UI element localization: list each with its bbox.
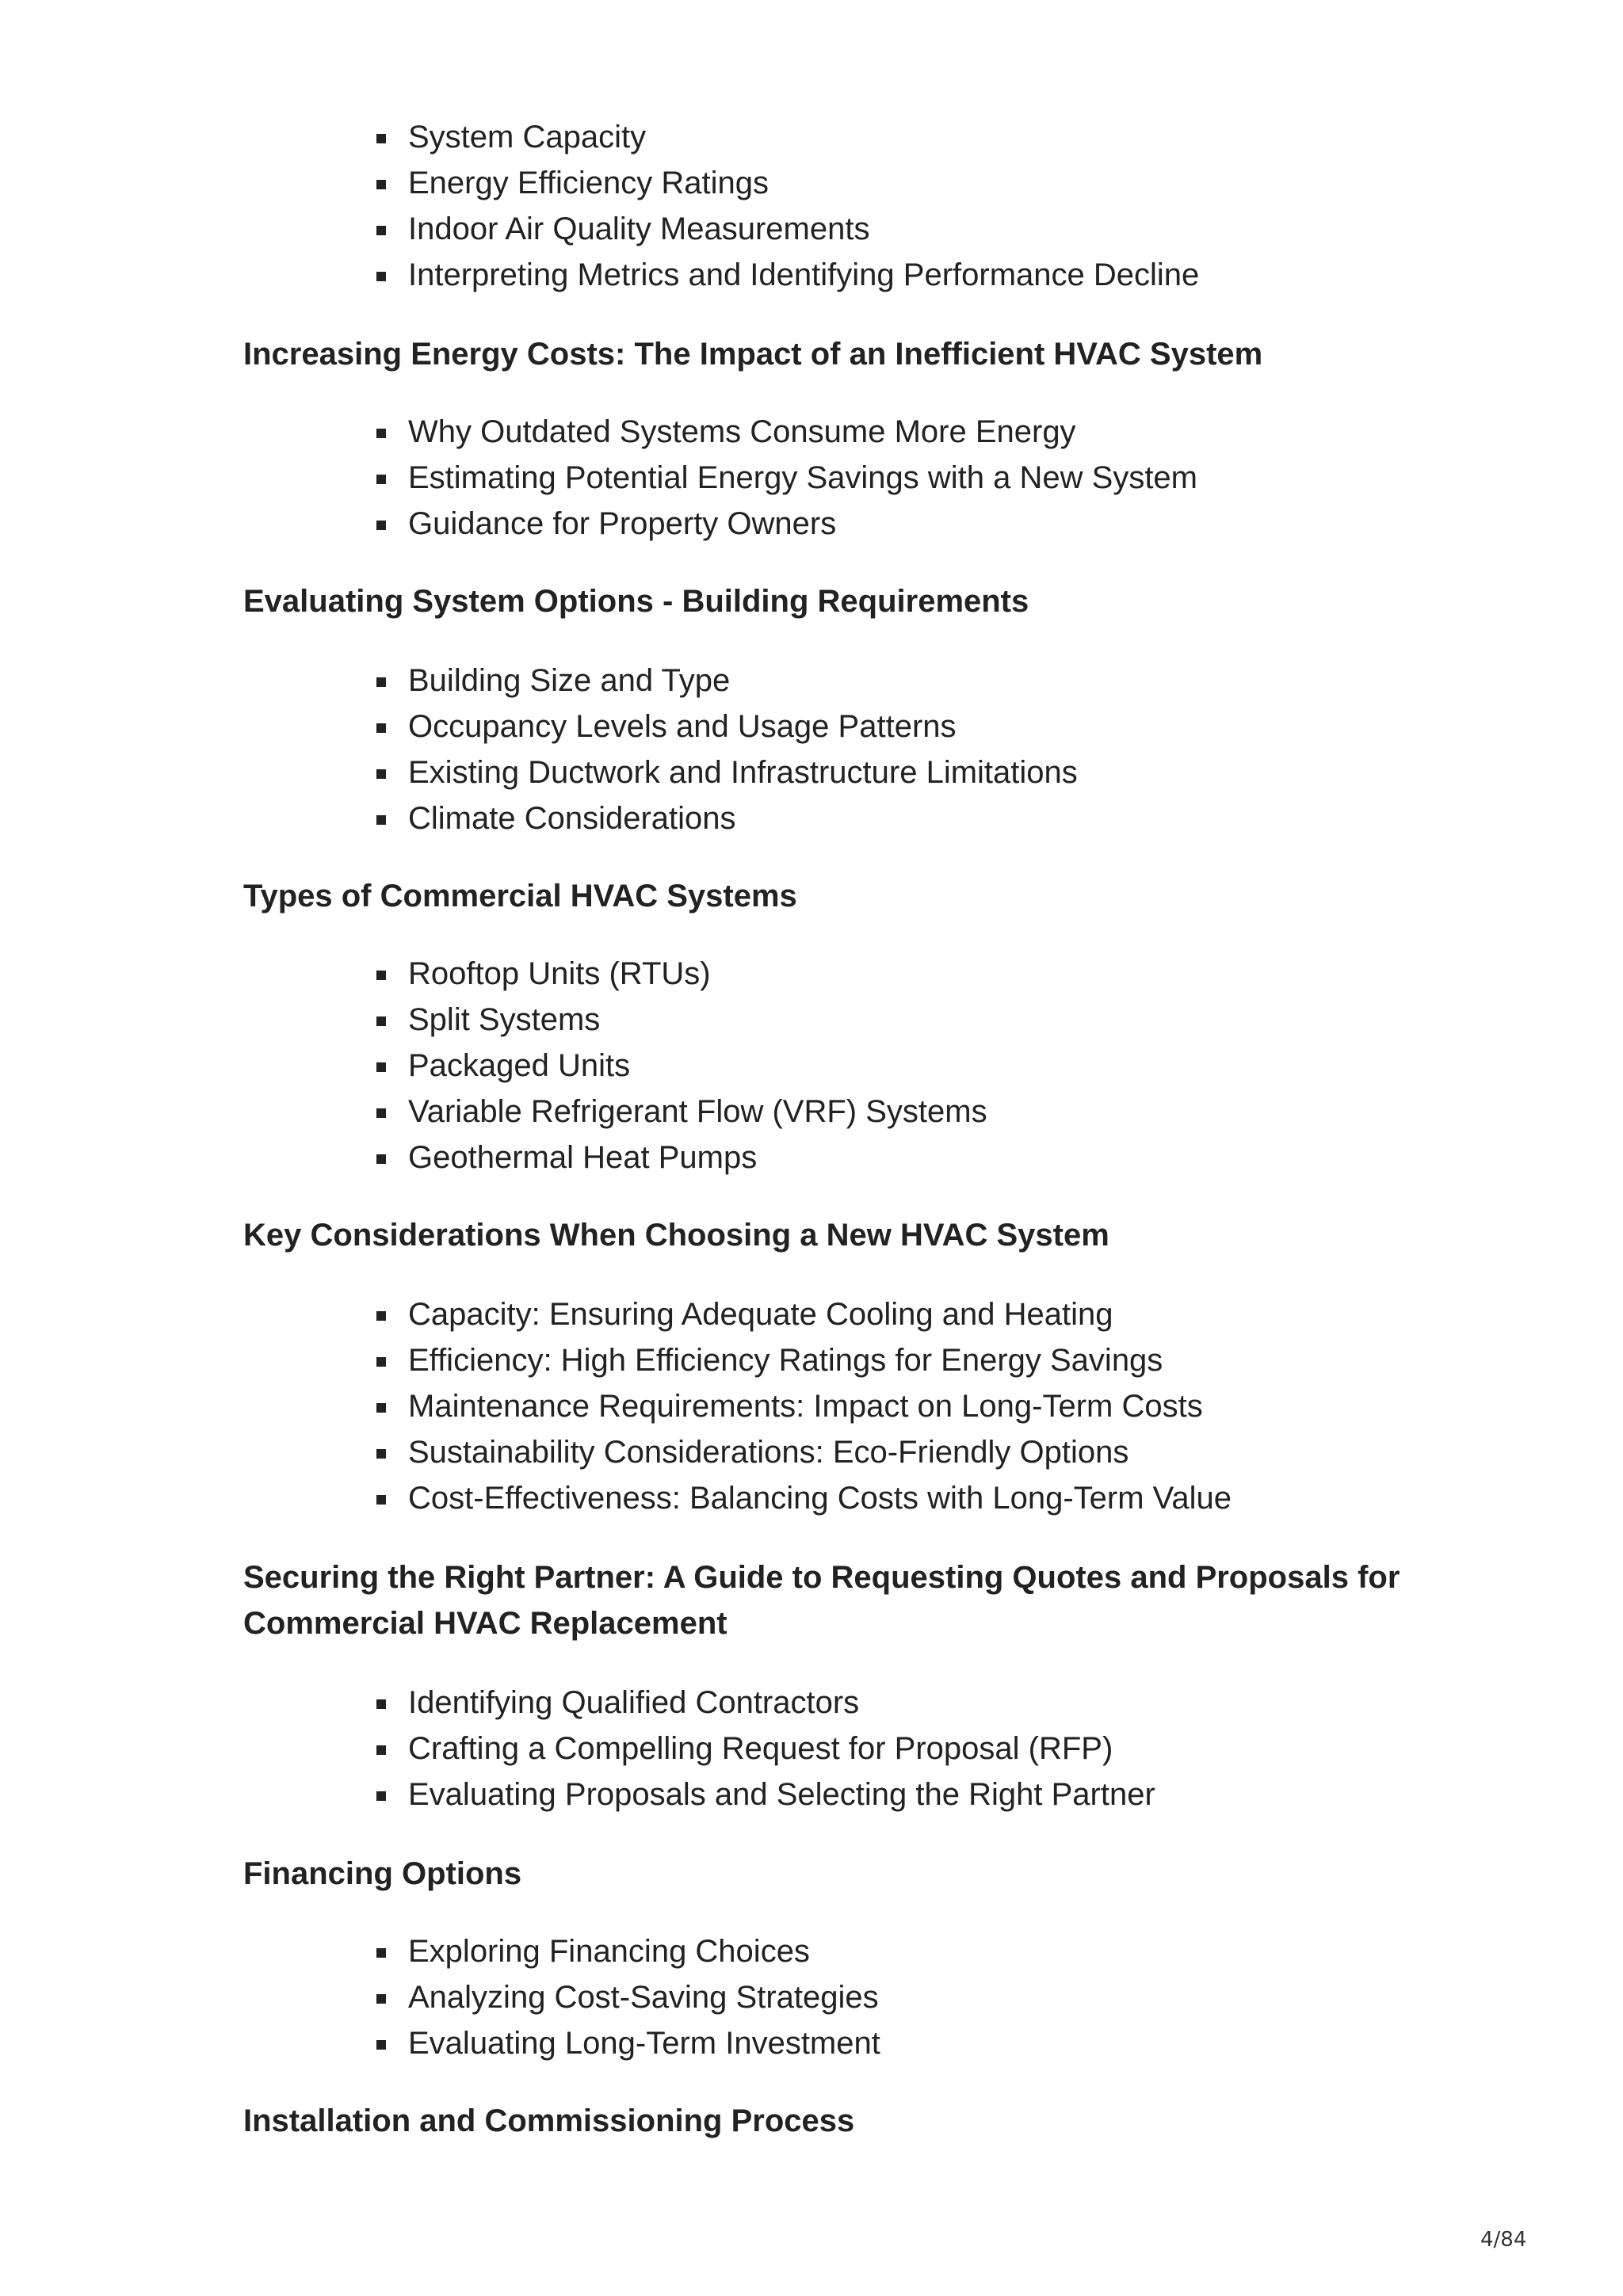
bullet-list bbox=[243, 1680, 1480, 1817]
list-item bbox=[408, 1043, 1480, 1089]
list-item-text: Guidance for Property Owners bbox=[408, 506, 837, 541]
list-item-text: Variable Refrigerant Flow (VRF) Systems bbox=[408, 1094, 987, 1129]
section bbox=[243, 0, 1480, 298]
section-heading: Increasing Energy Costs: The Impact of an Inefficient HVAC System bbox=[243, 337, 1263, 372]
list-item-text: Energy Efficiency Ratings bbox=[408, 166, 769, 200]
bullet-icon bbox=[376, 1745, 386, 1755]
document-body bbox=[243, 0, 1480, 2144]
bullet-list bbox=[243, 658, 1480, 841]
bullet-icon bbox=[376, 521, 386, 530]
section bbox=[243, 298, 1480, 547]
list-item bbox=[408, 2020, 1480, 2066]
bullet-icon bbox=[376, 1449, 386, 1459]
list-item bbox=[408, 160, 1480, 206]
list-item-text: Occupancy Levels and Usage Patterns bbox=[408, 709, 957, 744]
list-item-text: Estimating Potential Energy Savings with a New System bbox=[408, 460, 1197, 495]
page-number: 4/84 bbox=[1480, 2228, 1527, 2252]
section bbox=[243, 1817, 1480, 2066]
list-item bbox=[408, 252, 1480, 298]
bullet-icon bbox=[376, 971, 386, 980]
list-item bbox=[408, 1928, 1480, 1974]
list-item-text: Existing Ductwork and Infrastructure Limitations bbox=[408, 755, 1078, 790]
list-item-text: Indoor Air Quality Measurements bbox=[408, 212, 870, 246]
list-item-text: Geothermal Heat Pumps bbox=[408, 1140, 758, 1175]
bullet-icon bbox=[376, 226, 386, 235]
list-item-text: Crafting a Compelling Request for Proposal (RFP) bbox=[408, 1731, 1113, 1766]
section-heading: Evaluating System Options - Building Requirements bbox=[243, 584, 1029, 619]
list-item bbox=[408, 1337, 1480, 1383]
list-item-text: Exploring Financing Choices bbox=[408, 1934, 810, 1969]
section-heading: Types of Commercial HVAC Systems bbox=[243, 879, 797, 913]
list-item-text: Interpreting Metrics and Identifying Performance Decline bbox=[408, 257, 1200, 292]
list-item bbox=[408, 1135, 1480, 1180]
section-heading: Securing the Right Partner: A Guide to Requesting Quotes and Proposals for Commercial HVAC Replacement bbox=[243, 1560, 1400, 1641]
bullet-icon bbox=[376, 134, 386, 143]
list-item-text: Rooftop Units (RTUs) bbox=[408, 956, 711, 991]
section bbox=[243, 2066, 1480, 2144]
list-item bbox=[408, 795, 1480, 841]
bullet-icon bbox=[376, 1108, 386, 1118]
bullet-icon bbox=[376, 1948, 386, 1958]
section-heading: Installation and Commissioning Process bbox=[243, 2103, 855, 2138]
list-item bbox=[408, 114, 1480, 160]
bullet-icon bbox=[376, 1699, 386, 1709]
bullet-icon bbox=[376, 272, 386, 281]
list-item bbox=[408, 501, 1480, 547]
bullet-list bbox=[243, 1928, 1480, 2066]
bullet-icon bbox=[376, 677, 386, 687]
list-item bbox=[408, 1089, 1480, 1135]
list-item-text: Identifying Qualified Contractors bbox=[408, 1685, 860, 1720]
list-item-text: Split Systems bbox=[408, 1002, 601, 1037]
bullet-list bbox=[243, 409, 1480, 547]
bullet-icon bbox=[376, 1311, 386, 1321]
list-item bbox=[408, 1974, 1480, 2020]
list-item-text: Analyzing Cost-Saving Strategies bbox=[408, 1980, 879, 2015]
list-item bbox=[408, 1291, 1480, 1337]
section bbox=[243, 1180, 1480, 1521]
bullet-icon bbox=[376, 180, 386, 189]
list-item-text: Why Outdated Systems Consume More Energy bbox=[408, 414, 1076, 449]
bullet-icon bbox=[376, 1403, 386, 1413]
bullet-icon bbox=[376, 429, 386, 438]
section-heading: Key Considerations When Choosing a New HVAC System bbox=[243, 1218, 1109, 1253]
list-item-text: Capacity: Ensuring Adequate Cooling and Heating bbox=[408, 1297, 1113, 1332]
bullet-icon bbox=[376, 2040, 386, 2050]
bullet-icon bbox=[376, 1154, 386, 1164]
list-item bbox=[408, 455, 1480, 501]
list-item bbox=[408, 997, 1480, 1043]
section bbox=[243, 547, 1480, 841]
list-item-text: Sustainability Considerations: Eco-Friendly Options bbox=[408, 1435, 1129, 1470]
list-item-text: Cost-Effectiveness: Balancing Costs with Long-Term Value bbox=[408, 1481, 1232, 1516]
bullet-icon bbox=[376, 815, 386, 825]
section-heading: Financing Options bbox=[243, 1856, 522, 1891]
bullet-icon bbox=[376, 1016, 386, 1026]
list-item bbox=[408, 704, 1480, 749]
list-item-text: Climate Considerations bbox=[408, 801, 736, 836]
bullet-icon bbox=[376, 1495, 386, 1505]
list-item bbox=[408, 1726, 1480, 1772]
list-item bbox=[408, 1680, 1480, 1726]
section bbox=[243, 841, 1480, 1180]
bullet-icon bbox=[376, 1994, 386, 2004]
list-item-text: Evaluating Long-Term Investment bbox=[408, 2026, 880, 2061]
list-item bbox=[408, 951, 1480, 997]
list-item-text: Efficiency: High Efficiency Ratings for Energy Savings bbox=[408, 1343, 1163, 1378]
list-item bbox=[408, 1475, 1480, 1521]
list-item-text: Packaged Units bbox=[408, 1048, 631, 1083]
list-item-text: System Capacity bbox=[408, 120, 647, 154]
bullet-list bbox=[243, 114, 1480, 298]
bullet-list bbox=[243, 951, 1480, 1180]
bullet-icon bbox=[376, 1062, 386, 1072]
list-item bbox=[408, 1383, 1480, 1429]
list-item bbox=[408, 658, 1480, 704]
list-item bbox=[408, 1772, 1480, 1817]
list-item-text: Evaluating Proposals and Selecting the Right Partner bbox=[408, 1777, 1155, 1812]
bullet-icon bbox=[376, 475, 386, 484]
list-item-text: Maintenance Requirements: Impact on Long-Term Costs bbox=[408, 1389, 1203, 1424]
section bbox=[243, 1521, 1480, 1817]
bullet-list bbox=[243, 1291, 1480, 1521]
list-item-text: Building Size and Type bbox=[408, 663, 731, 698]
bullet-icon bbox=[376, 769, 386, 779]
bullet-icon bbox=[376, 1357, 386, 1367]
list-item bbox=[408, 1429, 1480, 1475]
list-item bbox=[408, 206, 1480, 252]
bullet-icon bbox=[376, 1791, 386, 1801]
list-item bbox=[408, 749, 1480, 795]
list-item bbox=[408, 409, 1480, 455]
bullet-icon bbox=[376, 723, 386, 733]
